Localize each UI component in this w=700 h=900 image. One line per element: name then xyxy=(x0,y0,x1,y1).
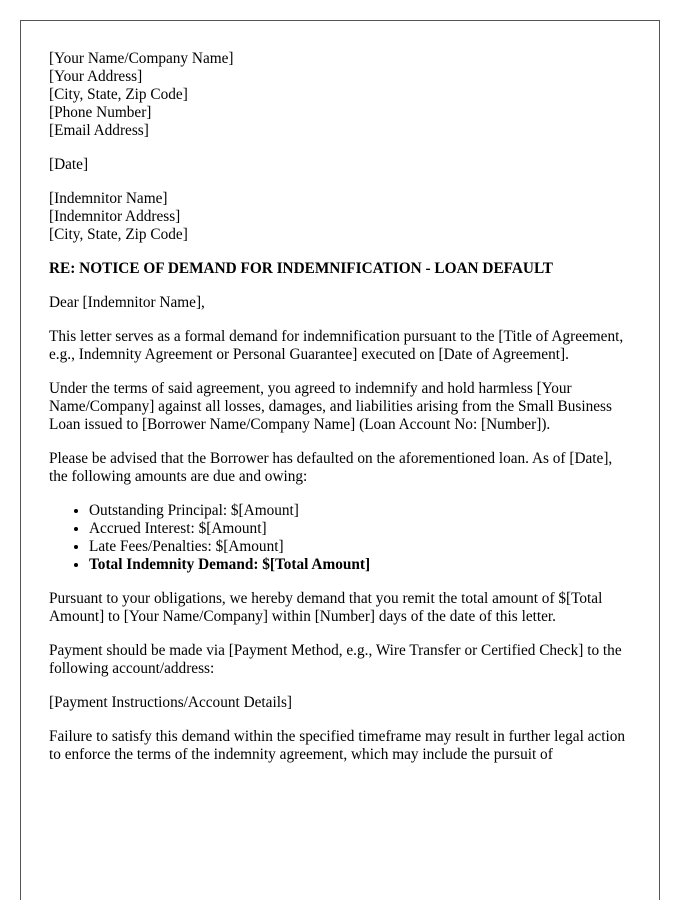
letter-content xyxy=(21,21,659,764)
sender-phone: [Phone Number] xyxy=(49,104,152,121)
sender-address: [Your Address] xyxy=(49,68,143,85)
letter-page xyxy=(20,20,660,900)
recipient-city-state-zip: [City, State, Zip Code] xyxy=(49,226,188,243)
amounts-list xyxy=(49,502,631,574)
salutation: Dear [Indemnitor Name], xyxy=(49,294,205,311)
list-item-interest: • Accrued Interest: $[Amount] xyxy=(89,520,631,538)
subject-line: RE: NOTICE OF DEMAND FOR INDEMNIFICATION - LOAN DEFAULT xyxy=(49,260,553,277)
payment-instructions: [Payment Instructions/Account Details] xyxy=(49,694,292,711)
recipient-address: [Indemnitor Address] xyxy=(49,208,181,225)
sender-block xyxy=(49,50,631,140)
list-item-late-fees: • Late Fees/Penalties: $[Amount] xyxy=(89,538,631,556)
failure-paragraph: Failure to satisfy this demand within the specified timeframe may result in further legal action to enforce the terms of the indemnity agreement, which may include the pursuit of xyxy=(49,728,626,763)
sender-email: [Email Address] xyxy=(49,122,149,139)
terms-paragraph: Under the terms of said agreement, you agreed to indemnify and hold harmless [Your Name/Company] against all losses, damages, and liabilities arising from the Small Business Loan issued to [Borrower Name/Company Name] (Loan Account No: [Number]). xyxy=(49,380,612,433)
payment-paragraph: Payment should be made via [Payment Method, e.g., Wire Transfer or Certified Check] to the following account/address: xyxy=(49,642,622,677)
sender-city-state-zip: [City, State, Zip Code] xyxy=(49,86,188,103)
date-block xyxy=(49,156,631,174)
demand-paragraph: Pursuant to your obligations, we hereby demand that you remit the total amount of $[Total Amount] to [Your Name/Company] within [Number] days of the date of this letter. xyxy=(49,590,603,625)
letter-date: [Date] xyxy=(49,156,89,173)
list-item-total-demand: • Total Indemnity Demand: $[Total Amount] xyxy=(89,556,631,574)
recipient-name: [Indemnitor Name] xyxy=(49,190,168,207)
list-item-principal: • Outstanding Principal: $[Amount] xyxy=(89,502,631,520)
intro-paragraph: This letter serves as a formal demand for indemnification pursuant to the [Title of Agreement, e.g., Indemnity Agreement or Personal Guarantee] executed on [Date of Agreement]. xyxy=(49,328,624,363)
sender-name: [Your Name/Company Name] xyxy=(49,50,234,67)
recipient-block xyxy=(49,190,631,244)
default-notice-paragraph: Please be advised that the Borrower has defaulted on the aforementioned loan. As of [Date], the following amounts are due and owing: xyxy=(49,450,613,485)
